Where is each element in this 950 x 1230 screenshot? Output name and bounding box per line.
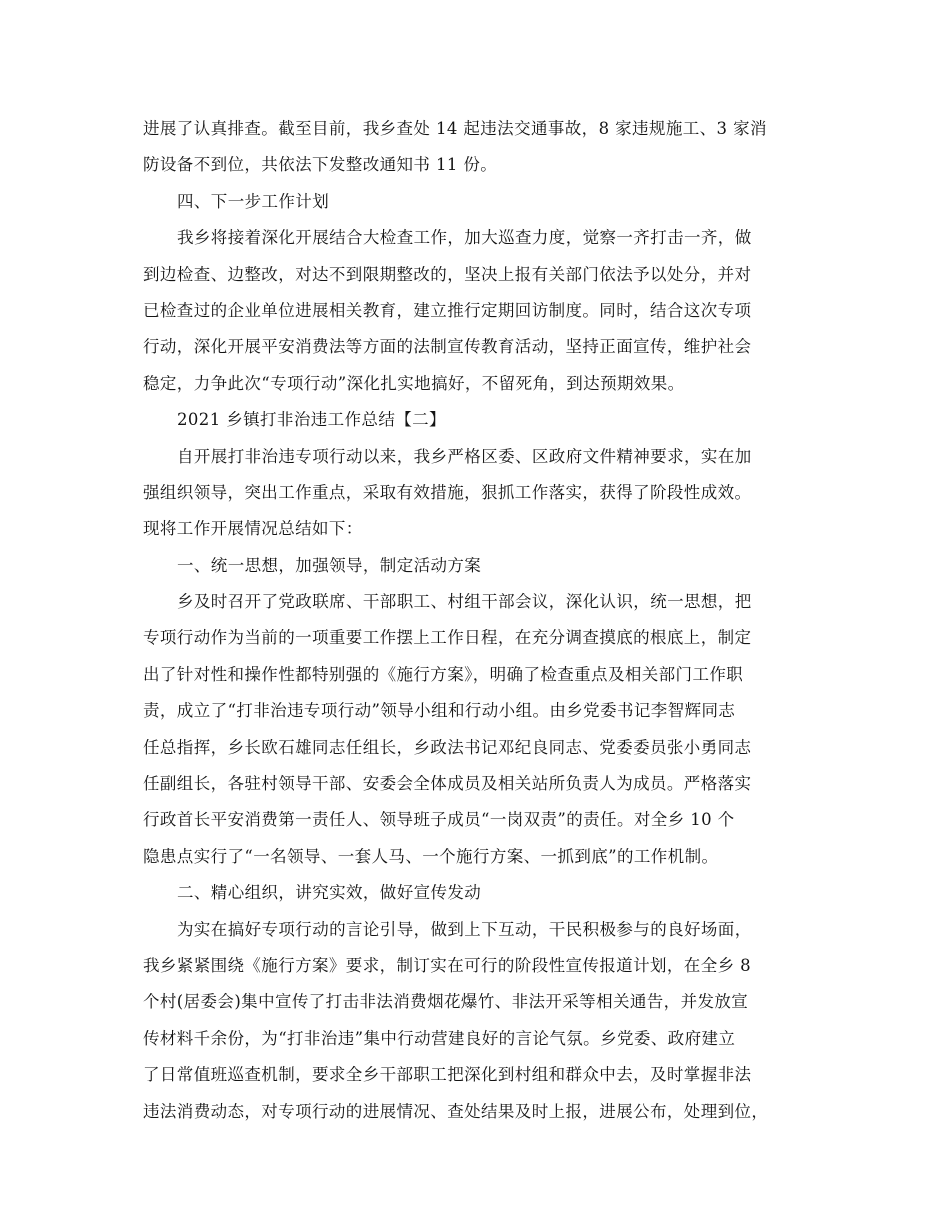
text-line: 了日常值班巡查机制，要求全乡干部职工把深化到村组和群众中去，及时掌握非法: [143, 1065, 752, 1085]
text-line: 行动，深化开展平安消费法等方面的法制宣传教育活动，坚持正面宣传，维护社会: [143, 337, 752, 357]
text-line: 任总指挥，乡长欧石雄同志任组长，乡政法书记邓纪良同志、党委委员张小勇同志: [143, 737, 752, 757]
paragraph-first-line: 一、统一思想，加强领导，制定活动方案: [177, 555, 482, 575]
text-line: 专项行动作为当前的一项重要工作摆上工作日程，在充分调查摸底的根底上，制定: [143, 628, 752, 648]
document-body: [143, 111, 823, 1130]
text-line: 已检查过的企业单位进展相关教育，建立推行定期回访制度。同时，结合这次专项: [143, 300, 752, 320]
text-line: 我乡紧紧围绕《施行方案》要求，制订实在可行的阶段性宣传报道计划，在全乡 8: [143, 955, 752, 975]
text-line: 出了针对性和操作性都特别强的《施行方案》，明确了检查重点及相关部门工作职: [143, 664, 744, 684]
text-line: 隐患点实行了“一名领导、一套人马、一个施行方案、一抓到底”的工作机制。: [143, 846, 719, 866]
text-line: 责，成立了“打非治违专项行动”领导小组和行动小组。由乡党委书记李智辉同志: [143, 701, 736, 721]
text-line: 个村(居委会)集中宣传了打击非法消费烟花爆竹、非法开采等相关通告，并发放宣: [143, 992, 749, 1012]
text-line: 任副组长，各驻村领导干部、安委会全体成员及相关站所负责人为成员。严格落实: [143, 774, 752, 794]
text-line: 到边检查、边整改，对达不到限期整改的，坚决上报有关部门依法予以处分，并对: [143, 264, 752, 284]
paragraph-first-line: 我乡将接着深化开展结合大检查工作，加大巡查力度，觉察一齐打击一齐，做: [177, 228, 752, 248]
text-line: 传材料千余份，为“打非治违”集中行动营建良好的言论气氛。乡党委、政府建立: [143, 1028, 736, 1048]
text-line: 行政首长平安消费第一责任人、领导班子成员“一岗双责”的责任。对全乡 10 个: [143, 810, 735, 830]
paragraph-first-line: 2021 乡镇打非治违工作总结【二】: [177, 410, 446, 430]
text-line: 防设备不到位，共依法下发整改通知书 11 份。: [143, 155, 498, 175]
paragraph-first-line: 乡及时召开了党政联席、干部职工、村组干部会议，深化认识，统一思想，把: [177, 592, 752, 612]
paragraph-first-line: 四、下一步工作计划: [177, 191, 330, 211]
text-line: 强组织领导，突出工作重点，采取有效措施，狠抓工作落实，获得了阶段性成效。: [143, 482, 752, 502]
text-line: 违法消费动态，对专项行动的进展情况、查处结果及时上报，进展公布，处理到位，: [143, 1101, 769, 1121]
text-line: 稳定，力争此次“专项行动”深化扎实地搞好，不留死角，到达预期效果。: [143, 373, 685, 393]
text-line: 进展了认真排查。截至目前，我乡查处 14 起违法交通事故，8 家违规施工、3 家消: [143, 119, 767, 138]
text-line: 现将工作开展情况总结如下：: [143, 519, 363, 539]
paragraph-first-line: 自开展打非治违专项行动以来，我乡严格区委、区政府文件精神要求，实在加: [177, 446, 752, 466]
paragraph-first-line: 二、精心组织，讲究实效，做好宣传发动: [177, 883, 482, 903]
paragraph-first-line: 为实在搞好专项行动的言论引导，做到上下互动，干民积极参与的良好场面，: [177, 919, 752, 939]
